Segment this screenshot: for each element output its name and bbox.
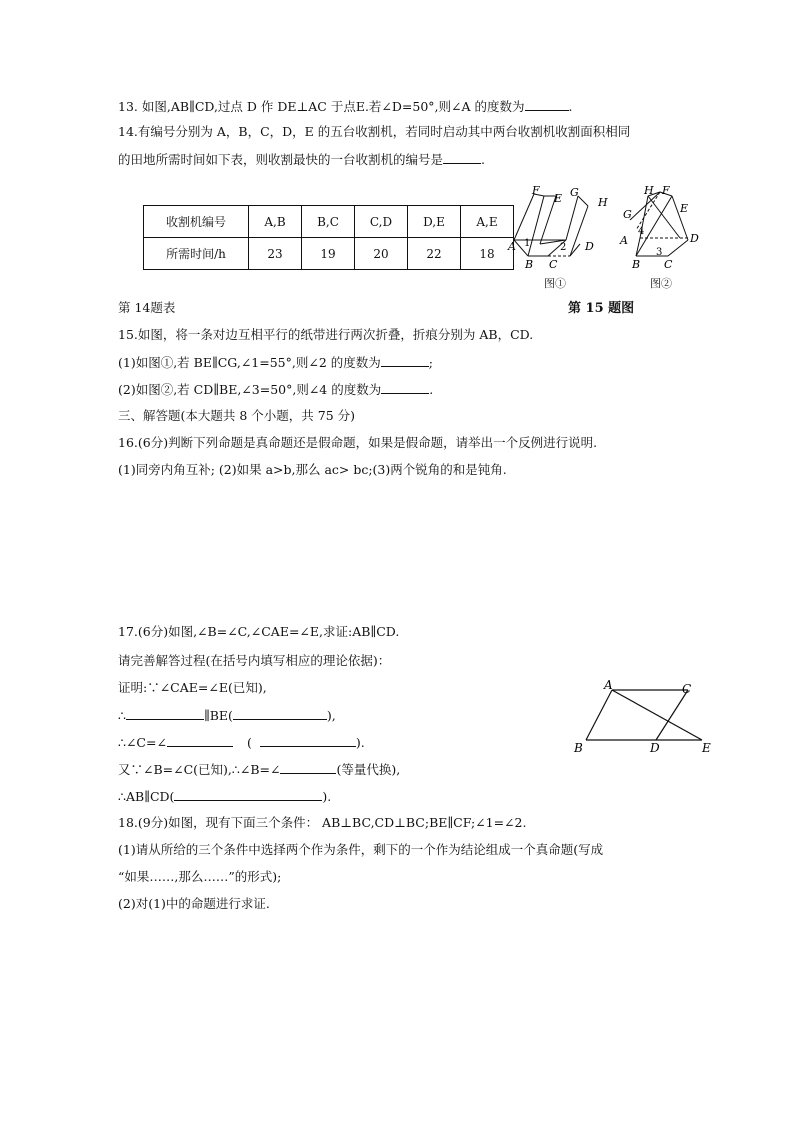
q18-line1: 18.(9分)如图，现有下面三个条件： AB⊥BC,CD⊥BC;BE∥CF;∠1=∠2. (118, 815, 527, 830)
fig17-label-E: E (702, 741, 711, 755)
table-cell: 18 (461, 238, 514, 270)
q15-part2 (118, 381, 433, 398)
q15-part1 (118, 354, 433, 371)
q17-line2: 请完善解答过程(在括号内填写相应的理论依据)： (118, 653, 391, 668)
fig15-1-label-E: E (554, 192, 563, 205)
q14-end: . (481, 152, 485, 167)
table-row-label: 所需时间/h (144, 238, 249, 270)
table-header-cell: 收割机编号 (144, 206, 249, 238)
fig15-2-label-D: D (690, 232, 699, 245)
fig15-1-angle-2: 2 (560, 242, 567, 253)
q17-proof3c: ). (355, 735, 365, 750)
fig17-label-D: D (650, 741, 660, 755)
q18-line2: (1)请从所给的三个条件中选择两个作为条件，剩下的一个作为结论组成一个真命题(写成 (118, 842, 604, 857)
q17-blank-4 (260, 734, 356, 747)
figure-17 (570, 678, 720, 758)
table-cell: B,C (302, 206, 355, 238)
q17-proof4b: (等量代换), (336, 762, 401, 777)
fig15-2-label-F: F (662, 184, 670, 197)
fig15-1-angle-1: 1 (524, 238, 531, 249)
fig17-label-B: B (574, 741, 583, 755)
q14-blank (443, 151, 481, 164)
q17-proof4 (118, 761, 400, 778)
fig15-2-label-B: B (632, 258, 641, 271)
q15-part1-blank (381, 354, 429, 367)
q17-proof3 (118, 734, 365, 751)
q14-caption: 第 14题表 (118, 300, 176, 315)
table-cell: D,E (408, 206, 461, 238)
q17-blank-5 (280, 761, 336, 774)
q15-part1-end: ; (428, 355, 433, 370)
table-row (144, 206, 514, 238)
q17-proof4a: 又∵∠B=∠C(已知),∴∠B=∠ (118, 762, 281, 777)
fig15-caption: 第 15 题图 (568, 301, 635, 316)
fig15-1-label-B: B (525, 258, 534, 271)
figure-15-1 (508, 184, 618, 271)
q15-part1-text: (1)如图①,若 BE∥CG,∠1=55°,则∠2 的度数为 (118, 355, 381, 370)
q17-proof3b: ( (246, 735, 252, 750)
table-cell: 22 (408, 238, 461, 270)
q17-proof2a: ∴ (118, 708, 126, 723)
fig17-label-C: C (682, 682, 692, 696)
q16-line1: 16.(6分)判断下列命题是真命题还是假命题，如果是假命题，请举出一个反例进行说明. (118, 435, 598, 450)
fig15-1-label-A: A (508, 240, 516, 253)
q17-blank-1 (126, 707, 204, 720)
fig17-label-A: A (604, 678, 613, 692)
fig15-1-label-C: C (549, 258, 558, 271)
table-cell: A,B (249, 206, 302, 238)
q17-blank-6 (174, 788, 322, 801)
q17-proof2 (118, 707, 336, 724)
q13-end: . (568, 99, 573, 114)
fig15-2-label-C: C (664, 258, 673, 271)
q15-part2-end: . (429, 382, 434, 397)
q14-table (143, 205, 514, 270)
table-cell: 20 (355, 238, 408, 270)
q17-proof1: 证明:∵∠CAE=∠E(已知), (118, 680, 267, 695)
q15-part2-text: (2)如图②,若 CD∥BE,∠3=50°,则∠4 的度数为 (118, 382, 382, 397)
q14-line2 (118, 151, 485, 168)
q15-line1: 15.如图，将一条对边互相平行的纸带进行两次折叠，折痕分别为 AB，CD. (118, 327, 534, 342)
q18-line4: (2)对(1)中的命题进行求证. (118, 896, 270, 911)
q17-line1: 17.(6分)如图,∠B=∠C,∠CAE=∠E,求证:AB∥CD. (118, 624, 400, 639)
fig15-1-label-G: G (570, 186, 579, 199)
q17-proof5b: ). (322, 789, 332, 804)
q17-blank-2 (233, 707, 327, 720)
fig15-1-caption: 图① (544, 277, 566, 290)
q17-blank-3 (167, 734, 233, 747)
q14-line1: 14.有编号分别为 A，B，C，D，E 的五台收割机，若同时启动其中两台收割机收割面积相同 (118, 124, 631, 139)
fig15-1-label-H: H (598, 196, 608, 209)
q16-line2: (1)同旁内角互补; (2)如果 a>b,那么 ac> bc;(3)两个锐角的和是钝角. (118, 462, 507, 477)
fig15-2-angle-3: 3 (656, 247, 663, 258)
q13-blank (525, 98, 569, 111)
q17-proof2b: ∥BE( (203, 708, 233, 723)
q14-line2-text: 的田地所需时间如下表，则收割最快的一台收割机的编号是 (118, 152, 444, 167)
q17-proof5 (118, 788, 331, 805)
table-cell: 23 (249, 238, 302, 270)
q17-proof5a: ∴AB∥CD( (118, 789, 175, 804)
fig15-2-label-H: H (644, 184, 654, 197)
q13-text: 13. 如图,AB∥CD,过点 D 作 DE⊥AC 于点E.若∠D=50°,则∠A 的度数为 (118, 99, 525, 114)
section-3-heading: 三、解答题(本大题共 8 个小题，共 75 分) (118, 408, 356, 423)
fig15-2-label-E: E (680, 202, 689, 215)
fig15-1-label-D: D (585, 240, 594, 253)
q17-proof3a: ∴∠C=∠ (118, 735, 167, 750)
table-row (144, 238, 514, 270)
q13-line (118, 98, 573, 115)
fig15-1-label-F: F (532, 184, 540, 197)
table-cell: C,D (355, 206, 408, 238)
table-cell: 19 (302, 238, 355, 270)
q18-line3: “如果……,那么……”的形式); (118, 869, 282, 884)
fig15-2-caption: 图② (650, 277, 672, 290)
q15-part2-blank (381, 381, 429, 394)
table-cell: A,E (461, 206, 514, 238)
q17-proof2c: ), (326, 708, 336, 723)
fig15-2-label-A: A (620, 234, 628, 247)
fig15-2-label-G: G (623, 208, 632, 221)
fig15-2-angle-4: 4 (638, 226, 645, 237)
figure-15-2 (618, 180, 708, 270)
